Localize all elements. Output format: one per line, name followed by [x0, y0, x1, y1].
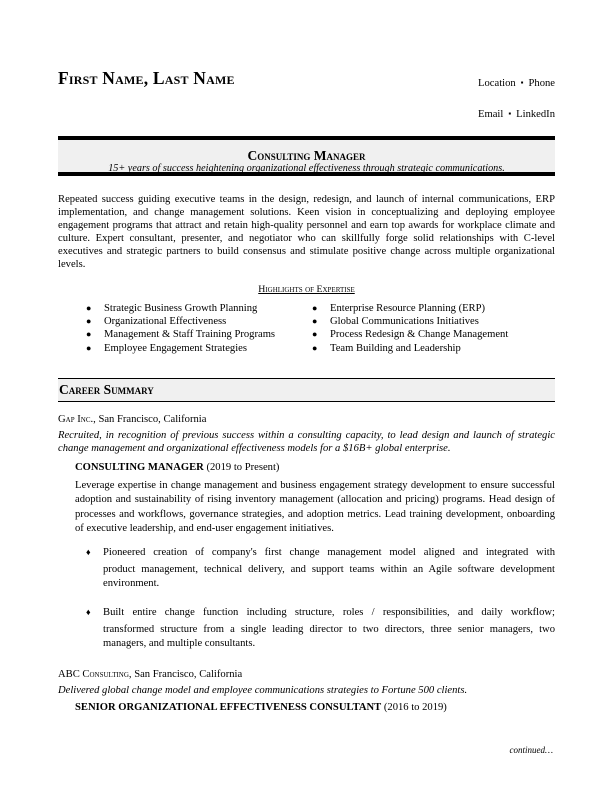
- achievement-text-line: Built entire change function including structure, roles / responsibilities, and daily workflow;: [103, 607, 555, 618]
- bullet-icon: ●: [86, 303, 92, 313]
- separator-icon: ▪: [520, 78, 524, 87]
- company-location: , San Francisco, California: [128, 669, 243, 680]
- highlight-item: [312, 328, 508, 341]
- highlight-item: [86, 342, 275, 355]
- job-title: Consulting Manager: [247, 148, 366, 163]
- role-description: Leverage expertise in change management and business engagement strategy development to ensure successful adoption and sustainability of rising inventory management (allocation and pricing) programs. Head design of processes and workflows, governance strategies, and adoption metrics. Lead training development, onboarding of executive leadership, and end-user engagement initiatives.: [75, 480, 555, 534]
- bullet-icon: ●: [312, 316, 318, 327]
- professional-summary: Repeated success guiding executive teams in the design, redesign, and launch of internal communications, ERP implementation, and change management solutions. Keen vision in conceptualizing and deploying employee engagement programs that attract and retain high-quality personnel and earn top awards for workplace climate and culture. Expert consultant, presenter, and negotiator who can skillfully forge solid relationships with C-level executives and strategic partners to build consensus and stimulate positive change across multiple organizational levels.: [58, 194, 555, 270]
- contact-line-1: [478, 76, 555, 90]
- company-description: Delivered global change model and employee communications strategies to Fortune 500 clients.: [58, 685, 468, 696]
- highlight-item: [86, 315, 275, 328]
- highlight-item: [312, 315, 508, 328]
- section-title: Career Summary: [59, 382, 154, 397]
- achievement-item: [86, 546, 555, 590]
- highlight-text: Enterprise Resource Planning (ERP): [330, 303, 486, 314]
- company-description: Recruited, in recognition of previous success within a consulting capacity, to lead design and launch of strategic change management and organizational effectiveness models for a $16B+ global enterprise.: [58, 430, 555, 455]
- candidate-name: First Name, Last Name: [58, 68, 235, 88]
- highlights-list-right: [312, 302, 508, 355]
- achievement-text-line: Pioneered creation of company's first change management model aligned and integrated with: [103, 547, 555, 558]
- diamond-bullet-icon: ♦: [86, 547, 91, 557]
- bullet-icon: ●: [86, 316, 92, 327]
- bullet-icon: ●: [312, 342, 318, 353]
- contact-linkedin: LinkedIn: [516, 109, 555, 120]
- bullet-icon: ●: [312, 329, 318, 340]
- highlights-list-left: [86, 302, 275, 355]
- title-banner: [58, 136, 555, 176]
- role-dates: (2016 to 2019): [381, 702, 447, 713]
- company-name: ABC Consulting: [58, 669, 129, 680]
- highlight-text: Management & Staff Training Programs: [104, 329, 276, 341]
- highlight-item: [312, 342, 508, 355]
- highlight-text: Strategic Business Growth Planning: [104, 303, 258, 314]
- contact-phone: Phone: [528, 78, 555, 89]
- contact-email: Email: [478, 109, 504, 120]
- company-line: [58, 413, 206, 426]
- contact-location: Location: [478, 78, 516, 89]
- achievement-text: product management, technical delivery, and support teams within an Agile software development environment.: [103, 564, 555, 589]
- achievement-item: [86, 606, 555, 650]
- role-title: SENIOR ORGANIZATIONAL EFFECTIVENESS CONSULTANT: [75, 702, 382, 713]
- highlight-text: Employee Engagement Strategies: [104, 342, 247, 354]
- highlight-text: Process Redesign & Change Management: [330, 329, 509, 341]
- diamond-bullet-icon: ♦: [86, 607, 91, 617]
- highlight-item: [312, 302, 508, 315]
- bullet-icon: ●: [86, 342, 92, 353]
- highlights-heading: Highlights of Expertise: [258, 284, 355, 295]
- achievement-text: transformed structure from a single leading director to two directors, three senior managers, two managers, and multiple consultants.: [103, 624, 555, 649]
- separator-icon: ▪: [508, 109, 512, 118]
- bullet-icon: ●: [312, 303, 318, 313]
- career-summary-heading: [58, 378, 555, 402]
- role-title: CONSULTING MANAGER: [75, 462, 204, 473]
- role-dates: (2019 to Present): [203, 462, 280, 473]
- contact-line-2: [478, 107, 555, 121]
- role-line: [75, 461, 279, 474]
- highlight-item: [86, 328, 275, 341]
- company-line: [58, 668, 242, 681]
- highlight-text: Global Communications Initiatives: [330, 316, 479, 328]
- highlight-text: Organizational Effectiveness: [104, 316, 227, 328]
- tagline: 15+ years of success heightening organizational effectiveness through strategic communications.: [108, 163, 505, 174]
- company-name: Gap Inc.: [58, 414, 94, 425]
- role-line: [75, 701, 447, 714]
- highlight-text: Team Building and Leadership: [330, 342, 461, 354]
- continued-note: continued…: [509, 745, 553, 755]
- bullet-icon: ●: [86, 329, 92, 340]
- highlight-item: [86, 302, 275, 315]
- company-location: , San Francisco, California: [93, 414, 207, 425]
